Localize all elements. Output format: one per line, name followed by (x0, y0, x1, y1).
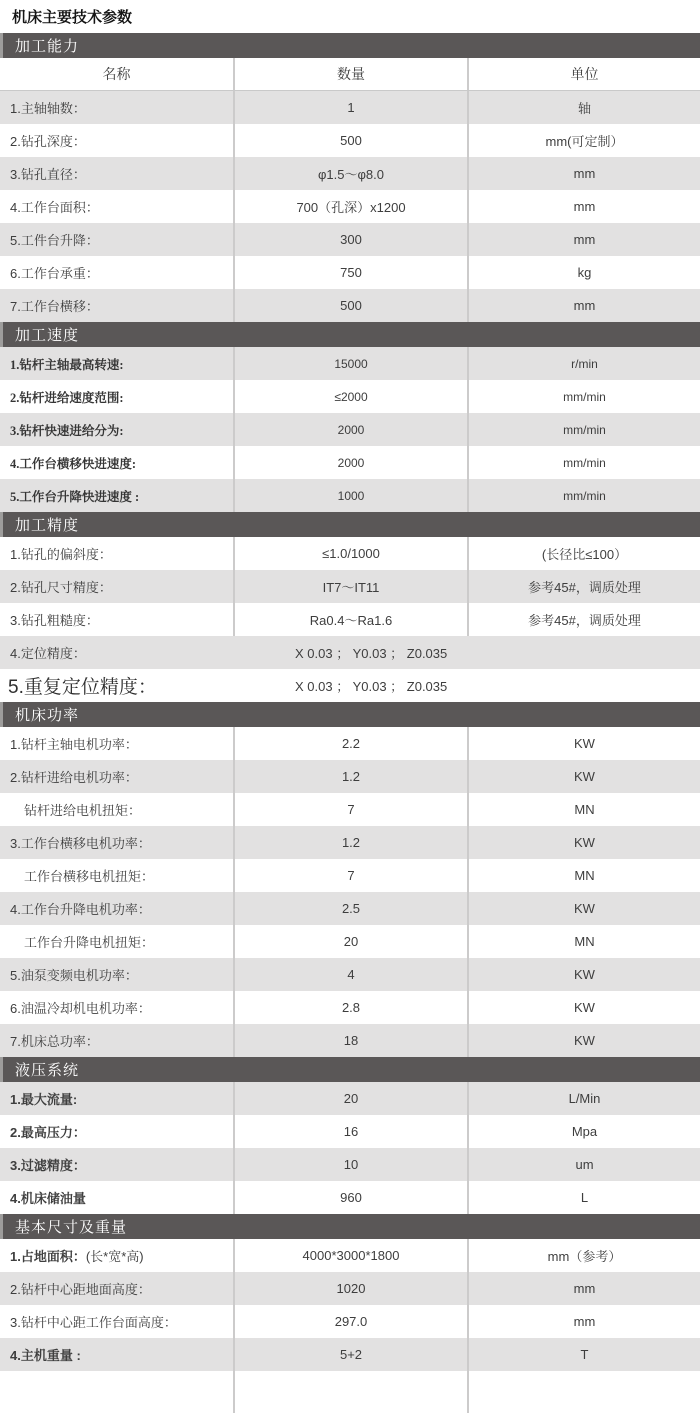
spec-label: 6.油温冷却机电机功率： (10, 1001, 151, 1016)
spec-row (0, 157, 700, 190)
spec-row (0, 256, 700, 289)
spec-unit: KW (467, 760, 700, 793)
spec-unit: KW (467, 826, 700, 859)
column-header-name: 名称 (102, 66, 131, 82)
spec-label: 3.过滤精度： (10, 1158, 86, 1173)
spec-unit: mm/min (467, 380, 700, 413)
spec-value: IT7～IT11 (233, 570, 467, 603)
spec-value: X 0.03 ； Y0.03 ； Z0.035 (295, 679, 448, 694)
spec-label: 1.最大流量: (10, 1092, 78, 1107)
spec-label: 4.工作台面积： (10, 200, 99, 215)
spec-label: 5.重复定位精度： (8, 677, 157, 698)
spec-row (0, 1181, 700, 1214)
spec-row (0, 190, 700, 223)
spec-value: 4 (233, 958, 467, 991)
spec-value: 2000 (233, 446, 467, 479)
spec-row (0, 1305, 700, 1338)
spec-row (0, 636, 700, 669)
spec-row (0, 727, 700, 760)
page-title: 机床主要技术参数 (12, 9, 133, 26)
spec-value: 4000*3000*1800 (233, 1239, 467, 1272)
spec-row (0, 1338, 700, 1371)
spec-unit: L (467, 1181, 700, 1214)
spec-unit: L/Min (467, 1082, 700, 1115)
spec-value: φ1.5～φ8.0 (233, 157, 467, 190)
spec-value: 500 (233, 124, 467, 157)
spec-value: ≤2000 (233, 380, 467, 413)
section-header: 加工能力 (0, 33, 700, 58)
spec-unit: MN (467, 793, 700, 826)
spec-label: 5.油泵变频电机功率： (10, 968, 138, 983)
spec-value: 18 (233, 1024, 467, 1057)
spec-unit: um (467, 1148, 700, 1181)
spec-value: X 0.03 ； Y0.03 ； Z0.035 (295, 646, 448, 661)
spec-label: 4.定位精度： (10, 646, 86, 661)
spec-label-main: 1.占地面积： (10, 1249, 86, 1264)
empty-cell (0, 1371, 233, 1413)
spec-value: 15000 (233, 347, 467, 380)
spec-unit: 轴 (467, 91, 700, 124)
spec-value: 1000 (233, 479, 467, 512)
spec-value: ≤1.0/1000 (233, 537, 467, 570)
spec-row (0, 124, 700, 157)
column-header-unit: 单位 (467, 58, 700, 90)
spec-label: 4.主机重量 : (10, 1348, 81, 1363)
spec-row (0, 1272, 700, 1305)
empty-cell (233, 1371, 467, 1413)
spec-label: 1.钻杆主轴电机功率： (10, 737, 138, 752)
spec-label: 2.钻孔深度： (10, 134, 86, 149)
spec-value: 2.5 (233, 892, 467, 925)
spec-value: 2000 (233, 413, 467, 446)
spec-unit: 参考45#，调质处理 (467, 570, 700, 603)
spec-unit: mm/min (467, 446, 700, 479)
spec-row (0, 537, 700, 570)
spec-row (0, 347, 700, 380)
spec-label: 1.钻孔的偏斜度： (10, 547, 112, 562)
spec-unit: mm(可定制） (467, 124, 700, 157)
spec-value: Ra0.4～Ra1.6 (233, 603, 467, 636)
empty-cell (467, 1371, 700, 1413)
spec-row (0, 991, 700, 1024)
spec-value: 5+2 (233, 1338, 467, 1371)
spec-label: 3.工作台横移电机功率： (10, 836, 151, 851)
spec-table (0, 33, 700, 1413)
spec-unit: T (467, 1338, 700, 1371)
spec-row (0, 380, 700, 413)
spec-row (0, 1024, 700, 1057)
spec-unit: (长径比≤100） (467, 537, 700, 570)
spec-row (0, 793, 700, 826)
spec-unit: mm (467, 223, 700, 256)
spec-unit: 参考45#，调质处理 (467, 603, 700, 636)
spec-label: 7.机床总功率： (10, 1034, 99, 1049)
spec-label: 2.最高压力： (10, 1125, 86, 1140)
spec-label: 钻杆进给电机扭矩： (24, 803, 142, 818)
section-header: 机床功率 (0, 702, 700, 727)
section-header: 加工精度 (0, 512, 700, 537)
spec-row (0, 669, 700, 702)
empty-trailing-row (0, 1371, 700, 1413)
spec-row (0, 925, 700, 958)
spec-value: 500 (233, 289, 467, 322)
spec-unit: MN (467, 859, 700, 892)
spec-value: 750 (233, 256, 467, 289)
spec-value: 300 (233, 223, 467, 256)
spec-row (0, 859, 700, 892)
spec-unit: mm（参考） (467, 1239, 700, 1272)
spec-unit: mm (467, 289, 700, 322)
spec-row (0, 1115, 700, 1148)
spec-value: 16 (233, 1115, 467, 1148)
spec-label: 4.机床储油量 (10, 1191, 86, 1206)
spec-label: 4.工作台横移快进速度: (10, 456, 137, 471)
spec-row (0, 413, 700, 446)
spec-value: 20 (233, 1082, 467, 1115)
spec-value: 1020 (233, 1272, 467, 1305)
spec-label: 3.钻孔直径： (10, 167, 86, 182)
column-header-row (0, 58, 700, 91)
spec-value: 1.2 (233, 826, 467, 859)
spec-unit: KW (467, 892, 700, 925)
spec-value: 297.0 (233, 1305, 467, 1338)
spec-row (0, 223, 700, 256)
spec-value: 1 (233, 91, 467, 124)
spec-row (0, 91, 700, 124)
spec-row (0, 570, 700, 603)
spec-value: 7 (233, 859, 467, 892)
spec-label: 1.主轴轴数： (10, 101, 86, 116)
spec-label: 2.钻孔尺寸精度： (10, 580, 112, 595)
spec-row (0, 826, 700, 859)
spec-row (0, 760, 700, 793)
spec-value: 1.2 (233, 760, 467, 793)
spec-value: 700（孔深）x1200 (233, 190, 467, 223)
spec-label: 5.工作台升降快进速度 : (10, 489, 140, 504)
spec-label: 工作台升降电机扭矩： (24, 935, 155, 950)
spec-unit: mm (467, 1305, 700, 1338)
spec-unit: mm (467, 190, 700, 223)
spec-row (0, 289, 700, 322)
spec-unit: Mpa (467, 1115, 700, 1148)
spec-unit: mm/min (467, 413, 700, 446)
spec-label: 2.钻杆进给电机功率： (10, 770, 138, 785)
spec-unit: KW (467, 727, 700, 760)
spec-unit: mm (467, 1272, 700, 1305)
spec-label: 7.工作台横移： (10, 299, 99, 314)
spec-label: 工作台横移电机扭矩： (24, 869, 155, 884)
spec-row (0, 1082, 700, 1115)
spec-label: 3.钻杆快速进给分为: (10, 423, 124, 438)
spec-row (0, 892, 700, 925)
spec-row (0, 1239, 700, 1272)
spec-row (0, 603, 700, 636)
spec-label: 3.钻孔粗糙度： (10, 613, 99, 628)
spec-label: 3.钻杆中心距工作台面高度： (10, 1315, 177, 1330)
spec-label (0, 1239, 233, 1272)
spec-row (0, 446, 700, 479)
spec-label: 5.工件台升降： (10, 233, 99, 248)
spec-value: 960 (233, 1181, 467, 1214)
spec-row (0, 479, 700, 512)
spec-unit: MN (467, 925, 700, 958)
spec-label: 6.工作台承重： (10, 266, 99, 281)
section-header: 加工速度 (0, 322, 700, 347)
spec-unit: mm (467, 157, 700, 190)
spec-unit: KW (467, 991, 700, 1024)
spec-label: 2.钻杆进给速度范围: (10, 390, 124, 405)
spec-label-extra: (长*宽*高) (85, 1249, 144, 1264)
spec-unit: r/min (467, 347, 700, 380)
spec-label: 1.钻杆主轴最高转速: (10, 357, 124, 372)
spec-value: 20 (233, 925, 467, 958)
spec-value: 2.8 (233, 991, 467, 1024)
column-header-qty: 数量 (233, 58, 467, 90)
spec-value: 7 (233, 793, 467, 826)
spec-unit: kg (467, 256, 700, 289)
section-header: 液压系统 (0, 1057, 700, 1082)
spec-row (0, 1148, 700, 1181)
section-header: 基本尺寸及重量 (0, 1214, 700, 1239)
spec-row (0, 958, 700, 991)
spec-unit: KW (467, 1024, 700, 1057)
spec-value: 10 (233, 1148, 467, 1181)
spec-label: 4.工作台升降电机功率： (10, 902, 151, 917)
spec-unit: KW (467, 958, 700, 991)
spec-label: 2.钻杆中心距地面高度： (10, 1282, 151, 1297)
spec-unit: mm/min (467, 479, 700, 512)
spec-value: 2.2 (233, 727, 467, 760)
